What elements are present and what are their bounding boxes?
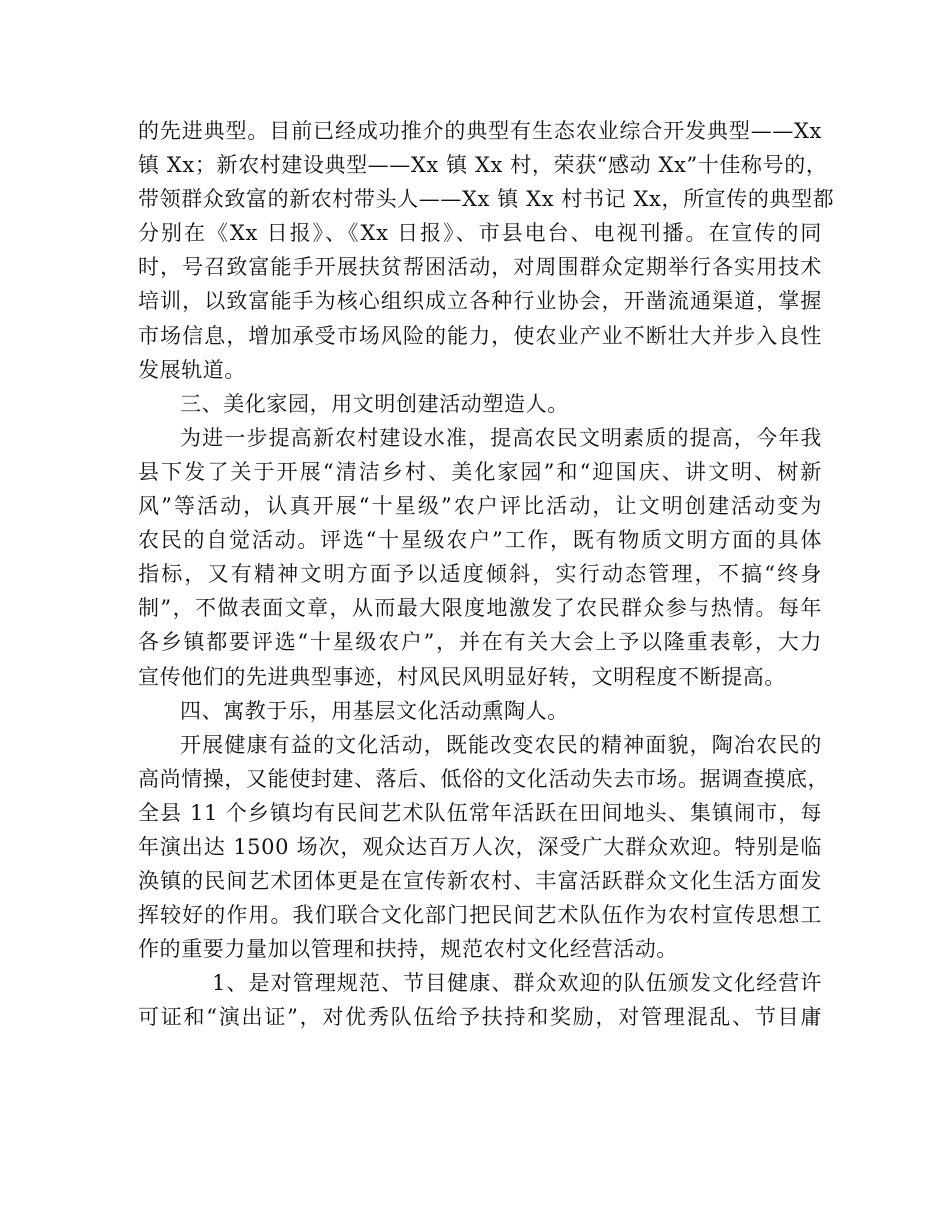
text-line: 培训，以致富能手为核心组织成立各种行业协会，开凿流通渠道，掌握: [138, 289, 822, 314]
text-line: 宣传他们的先进典型事迹，村风民风明显好转，文明程度不断提高。: [138, 664, 786, 689]
text-line: 为进一步提高新农村建设水准，提高农民文明素质的提高，今年我: [180, 425, 822, 450]
text-line: 年演出达 1500 场次，观众达百万人次，深受广大群众欢迎。特别是临: [138, 834, 822, 859]
document-body: [138, 114, 835, 1035]
text-line: 带领群众致富的新农村带头人——Xx 镇 Xx 村书记 Xx，所宣传的典型都: [138, 187, 835, 212]
text-line: 农民的自觉活动。评选“十星级农户”工作，既有物质文明方面的具体: [138, 528, 822, 553]
text-line: 分别在《Xx 日报》、《Xx 日报》、市县电台、电视刊播。在宣传的同: [138, 221, 822, 246]
text-line: 开展健康有益的文化活动，既能改变农民的精神面貌，陶冶农民的: [180, 732, 822, 757]
text-line: 挥较好的作用。我们联合文化部门把民间艺术队伍作为农村宣传思想工: [138, 903, 822, 928]
section-heading: 三、美化家园，用文明创建活动塑造人。: [180, 391, 569, 416]
text-line: 作的重要力量加以管理和扶持，规范农村文化经营活动。: [138, 937, 678, 962]
text-line: 可证和“演出证”，对优秀队伍给予扶持和奖励，对管理混乱、节目庸: [138, 1005, 822, 1030]
text-line: 发展轨道。: [138, 357, 246, 382]
text-line: 镇 Xx；新农村建设典型——Xx 镇 Xx 村，荣获“感动 Xx”十佳称号的，: [138, 153, 828, 178]
section-heading: 四、寓教于乐，用基层文化活动熏陶人。: [180, 698, 569, 723]
text-line: 高尚情操，又能使封建、落后、低俗的文化活动失去市场。据调查摸底，: [138, 766, 830, 791]
text-line: 各乡镇都要评选“十星级农户”，并在有关大会上予以隆重表彰，大力: [138, 630, 822, 655]
text-line: 县下发了关于开展“清洁乡村、美化家园”和“迎国庆、讲文明、树新: [138, 459, 822, 484]
text-line: 指标，又有精神文明方面予以适度倾斜，实行动态管理，不搞“终身: [138, 562, 822, 587]
text-line: 的先进典型。目前已经成功推介的典型有生态农业综合开发典型——Xx: [138, 119, 822, 143]
text-line: 制”，不做表面文章，从而最大限度地激发了农民群众参与热情。每年: [138, 596, 822, 621]
text-line: 涣镇的民间艺术团体更是在宣传新农村、丰富活跃群众文化生活方面发: [138, 869, 822, 894]
list-item-line: 1、是对管理规范、节目健康、群众欢迎的队伍颁发文化经营许: [212, 971, 822, 996]
text-line: 全县 11 个乡镇均有民间艺术队伍常年活跃在田间地头、集镇闹市，每: [138, 800, 822, 825]
text-line: 市场信息，增加承受市场风险的能力，使农业产业不断壮大并步入良性: [138, 323, 822, 348]
text-line: 风”等活动，认真开展“十星级”农户评比活动，让文明创建活动变为: [138, 494, 822, 519]
text-line: 时，号召致富能手开展扶贫帮困活动，对周围群众定期举行各实用技术: [138, 255, 822, 280]
